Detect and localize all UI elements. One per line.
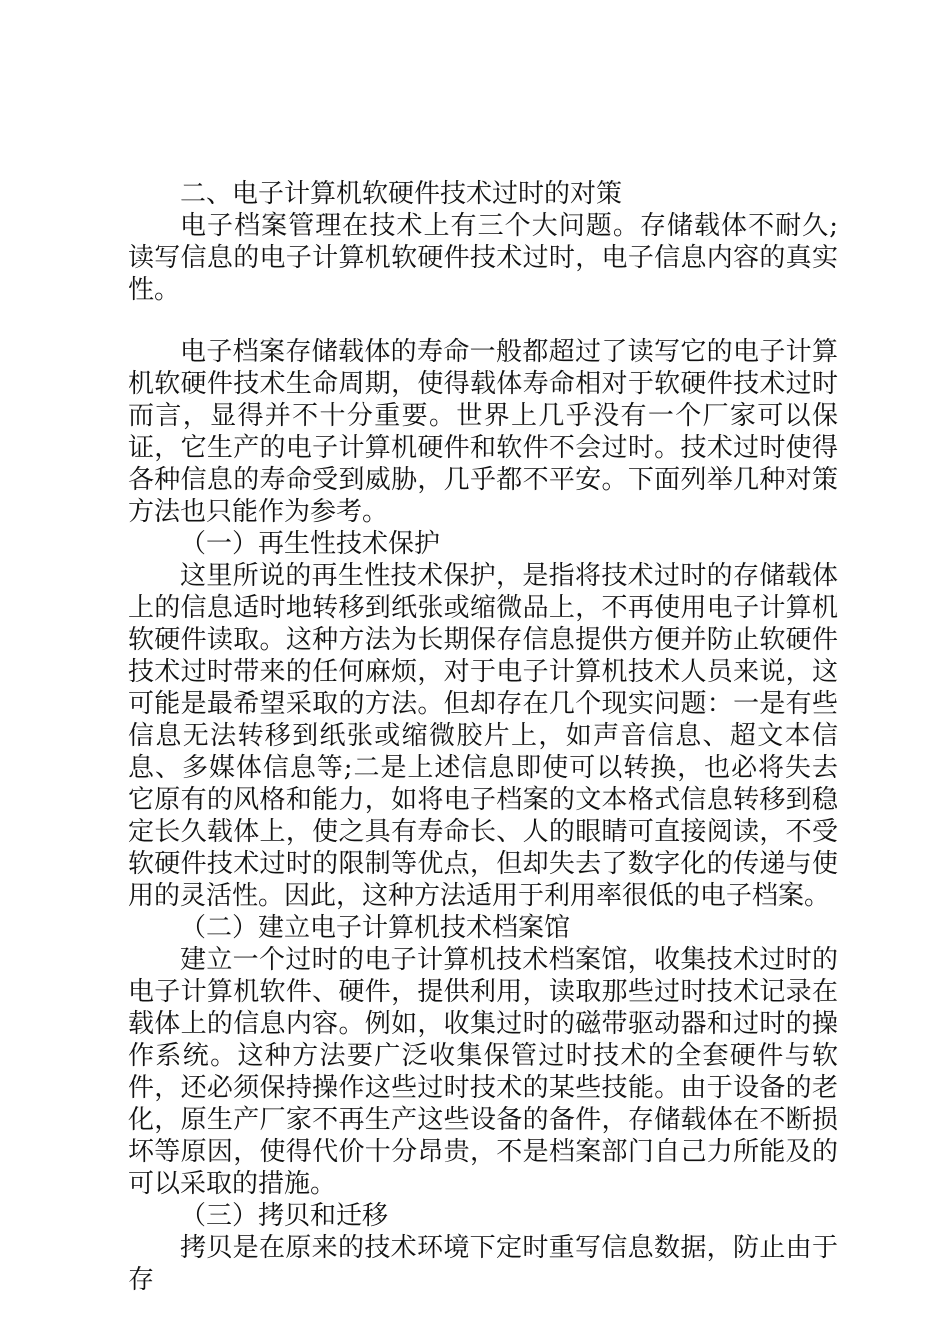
paragraph-technology-archive: 建立一个过时的电子计算机技术档案馆，收集技术过时的电子计算机软件、硬件，提供利用，读取那些过时技术记录在载体上的信息内容。例如，收集过时的磁带驱动器和过时的操作系统。这种方法要广泛收集保管过时技术的全套硬件与软件，还必须保持操作这些过时技术的某些技能。由于设备的老化，原生产厂家不再生产这些设备的备件，存储载体在不断损坏等原因，使得代价十分昂贵，不是档案部门自己力所能及的可以采取的措施。 xyxy=(128,945,838,1199)
subheading-regenerative-protection: （一）再生性技术保护 xyxy=(180,529,441,559)
subheading-technology-archive: （二）建立电子计算机技术档案馆 xyxy=(180,913,571,943)
paragraph-copy-and-migration: 拷贝是在原来的技术环境下定时重写信息数据，防止由于存 xyxy=(128,1233,838,1295)
section-heading: 二、电子计算机软硬件技术过时的对策 xyxy=(180,179,623,209)
paragraph-regenerative-protection: 这里所说的再生性技术保护，是指将技术过时的存储载体上的信息适时地转移到纸张或缩微品上，不再使用电子计算机软硬件读取。这种方法为长期保存信息提供方便并防止软硬件技术过时带来的任何麻烦，对于电子计算机技术人员来说，这可能是最希望采取的方法。但却存在几个现实问题：一是有些信息无法转移到纸张或缩微胶片上，如声音信息、超文本信息、多媒体信息等;二是上述信息即使可以转换，也必将失去它原有的风格和能力，如将电子档案的文本格式信息转移到稳定长久载体上，使之具有寿命长、人的眼睛可直接阅读，不受软硬件技术过时的限制等优点，但却失去了数字化的传递与使用的灵活性。因此，这种方法适用于利用率很低的电子档案。 xyxy=(128,561,838,911)
document-body xyxy=(128,178,838,1296)
intro-paragraph: 电子档案管理在技术上有三个大问题。存储载体不耐久;读写信息的电子计算机软硬件技术过时，电子信息内容的真实性。 xyxy=(128,211,838,305)
paragraph-carrier-lifespan: 电子档案存储载体的寿命一般都超过了读写它的电子计算机软硬件技术生命周期，使得载体寿命相对于软硬件技术过时而言，显得并不十分重要。世界上几乎没有一个厂家可以保证，它生产的电子计算机硬件和软件不会过时。技术过时使得各种信息的寿命受到威胁，几乎都不平安。下面列举几种对策方法也只能作为参考。 xyxy=(128,337,838,527)
subheading-copy-and-migration: （三）拷贝和迁移 xyxy=(180,1201,389,1231)
